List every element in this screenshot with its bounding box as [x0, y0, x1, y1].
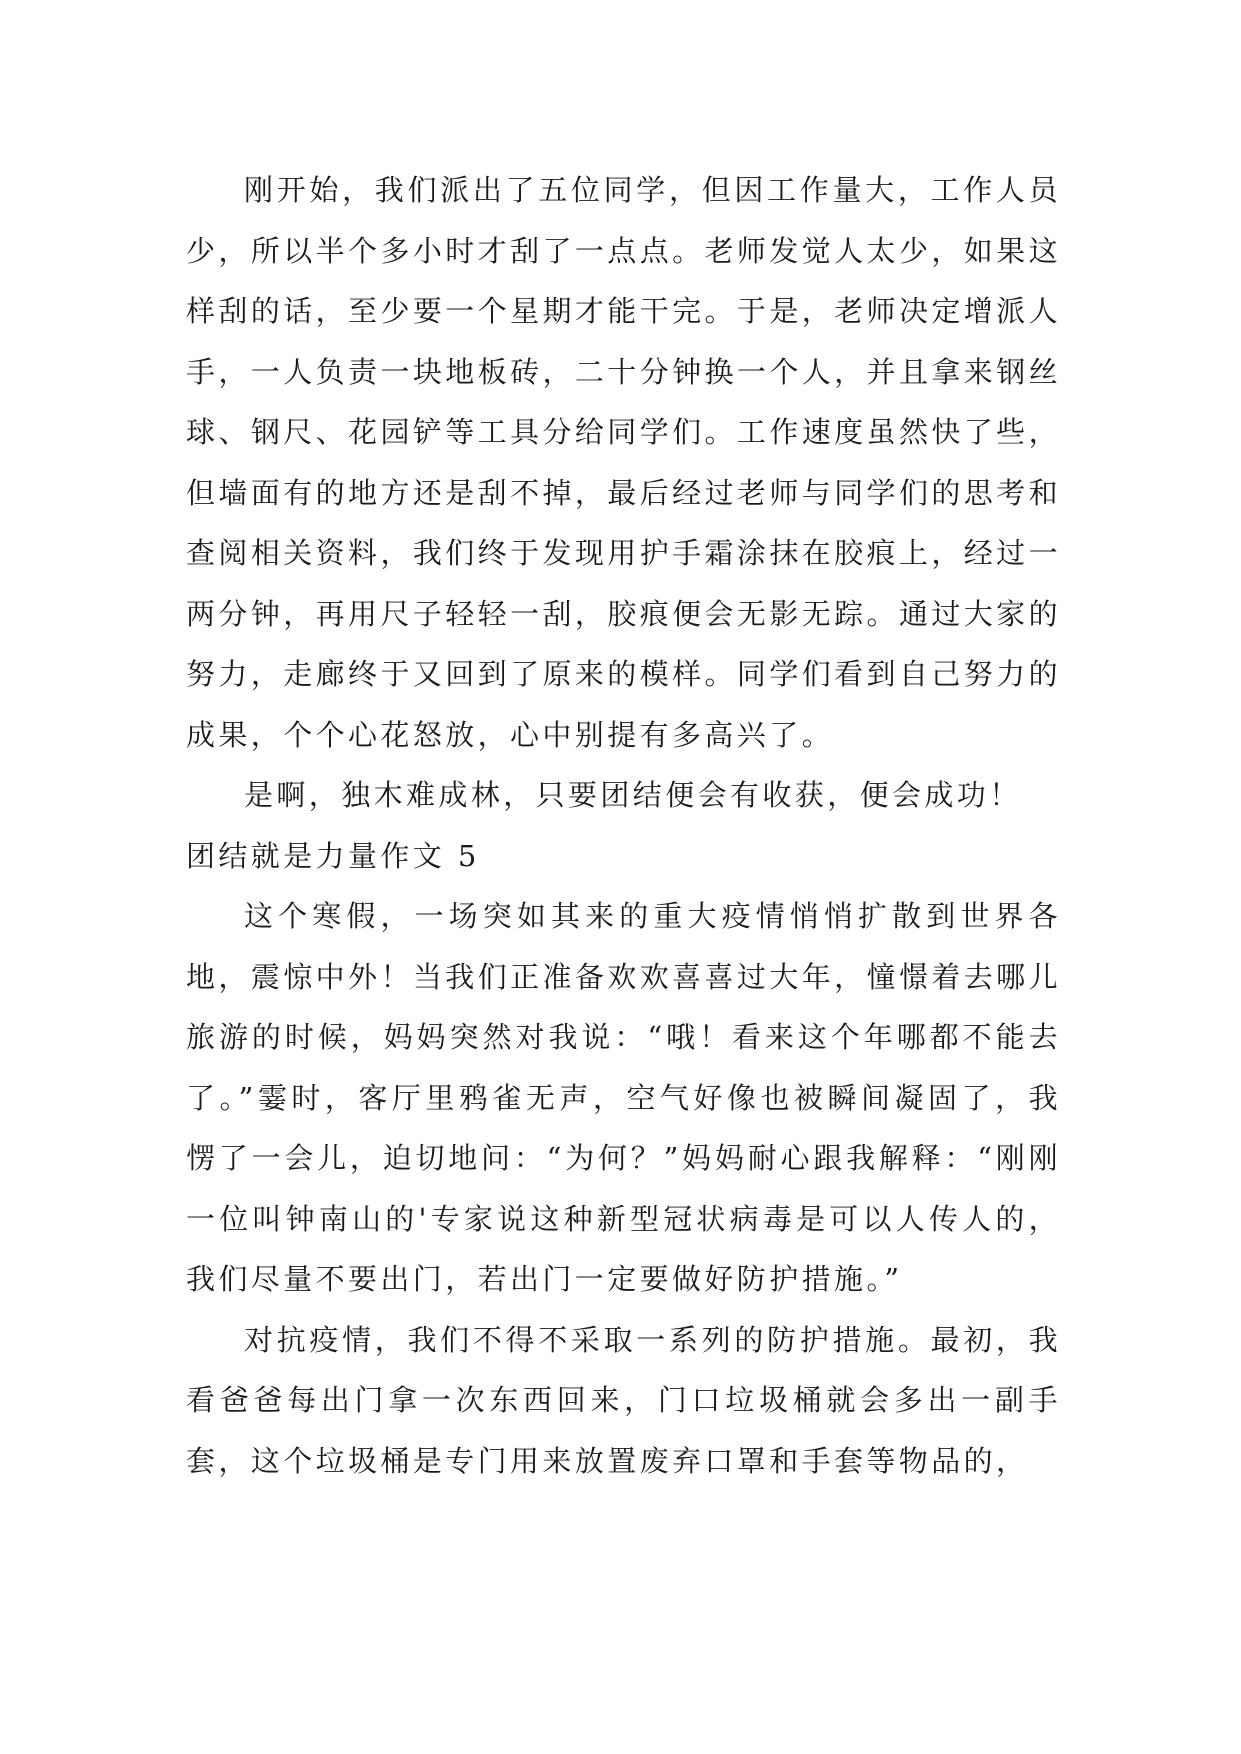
- paragraph-4: 对抗疫情，我们不得不采取一系列的防护措施。最初，我看爸爸每出门拿一次东西回来，门口垃圾桶就会多出一副手套，这个垃圾桶是专门用来放置废弃口罩和手套等物品的，: [186, 1322, 1061, 1478]
- section-title: 团结就是力量作文 5: [186, 838, 480, 873]
- paragraph-3: 这个寒假，一场突如其来的重大疫情悄悄扩散到世界各地，震惊中外！当我们正准备欢欢喜喜过大年，憧憬着去哪儿旅游的时候，妈妈突然对我说：“哦！看来这个年哪都不能去了。”霎时，客厅里鸦雀无声，空气好像也被瞬间凝固了，我愣了一会儿，迫切地问：“为何？”妈妈耐心跟我解释：“刚刚一位叫钟南山的'专家说这种新型冠状病毒是可以人传人的，我们尽量不要出门，若出门一定要做好防护措施。”: [186, 899, 1061, 1296]
- document-body: [186, 160, 1061, 1491]
- paragraph-2: 是啊，独木难成林，只要团结便会有收获，便会成功！: [244, 778, 1022, 812]
- paragraph-1: 刚开始，我们派出了五位同学，但因工作量大，工作人员少，所以半个多小时才刮了一点点。老师发觉人太少，如果这样刮的话，至少要一个星期才能干完。于是，老师决定增派人手，一人负责一块地板砖，二十分钟换一个人，并且拿来钢丝球、钢尺、花园铲等工具分给同学们。工作速度虽然快了些，但墙面有的地方还是刮不掉，最后经过老师与同学们的思考和查阅相关资料，我们终于发现用护手霜涂抹在胶痕上，经过一两分钟，再用尺子轻轻一刮，胶痕便会无影无踪。通过大家的努力，走廊终于又回到了原来的模样。同学们看到自己努力的成果，个个心花怒放，心中别提有多高兴了。: [186, 173, 1061, 752]
